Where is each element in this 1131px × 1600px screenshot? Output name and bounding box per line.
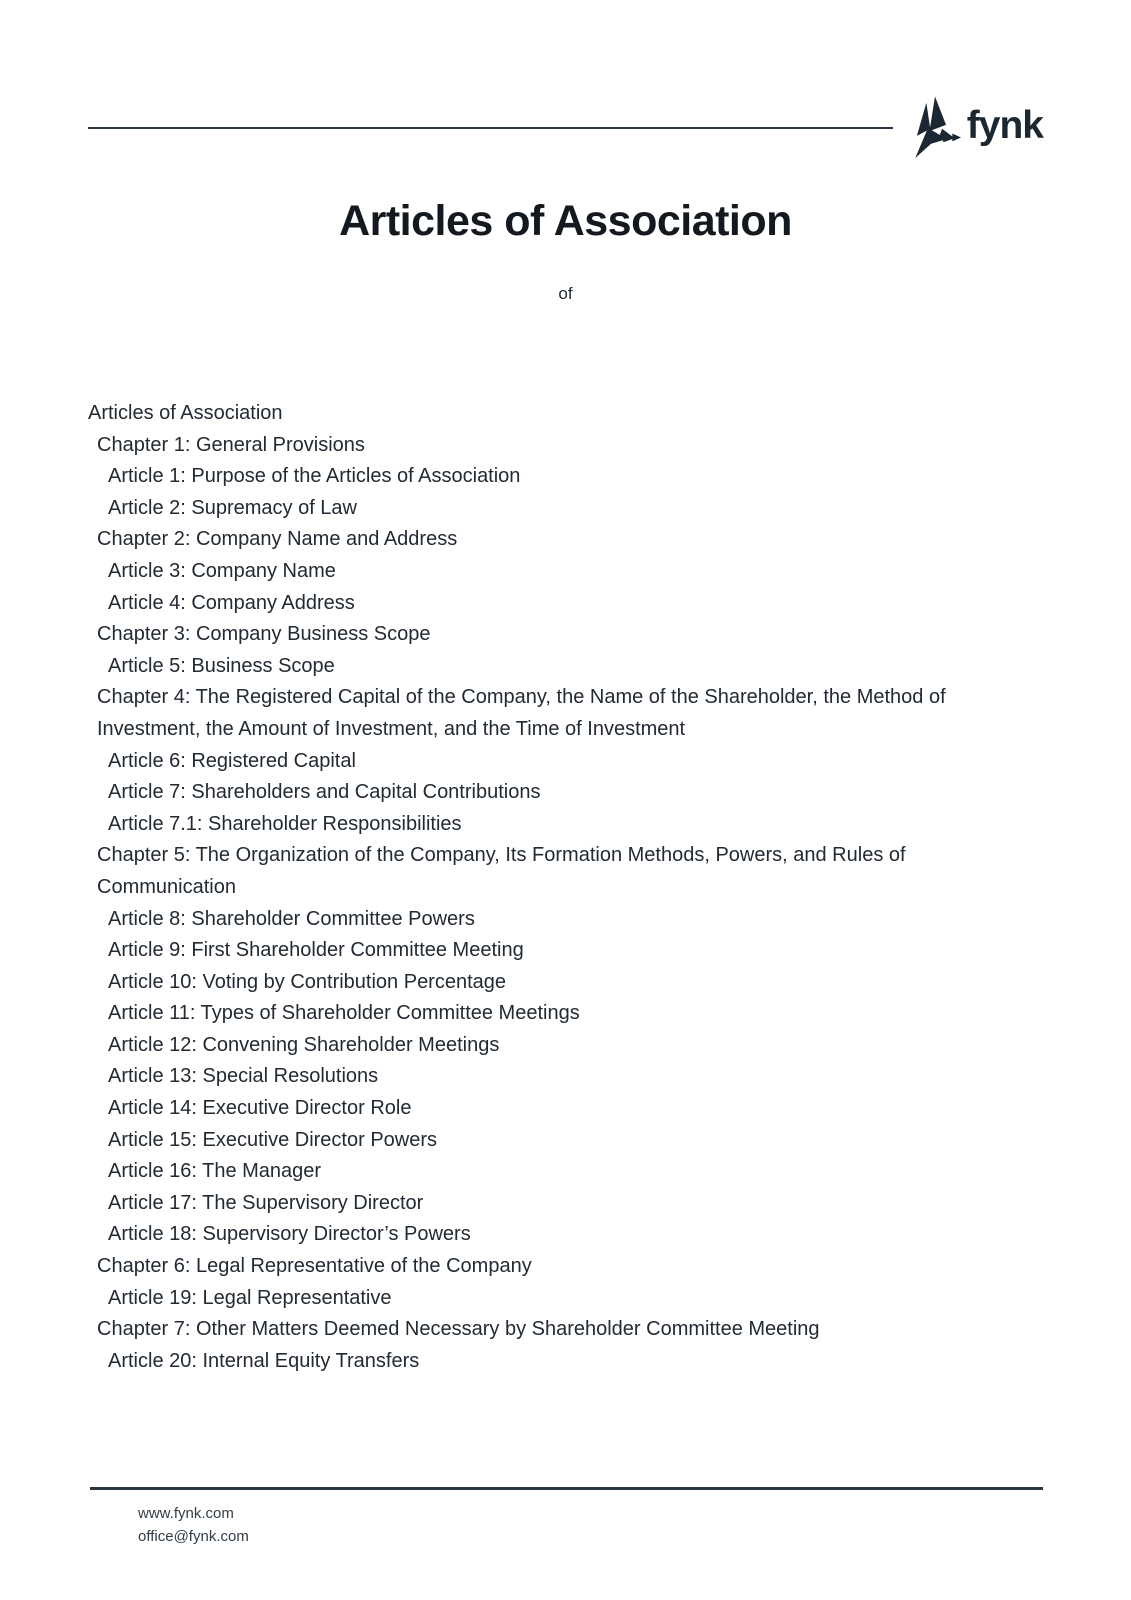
fynk-logo — [909, 96, 1043, 160]
toc-item: Article 19: Legal Representative — [108, 1286, 392, 1309]
toc-item: Article 6: Registered Capital — [108, 749, 356, 772]
page-title: Articles of Association — [339, 197, 792, 245]
toc-item: Chapter 3: Company Business Scope — [97, 623, 431, 646]
toc-item: Article 17: The Supervisory Director — [108, 1191, 424, 1214]
toc-item: Chapter 1: General Provisions — [97, 433, 365, 456]
toc-item: Article 4: Company Address — [108, 591, 355, 614]
page-subtitle: of — [558, 284, 573, 303]
toc-item: Article 13: Special Resolutions — [108, 1065, 379, 1088]
toc-item: Article 14: Executive Director Role — [108, 1097, 412, 1120]
toc-item: Article 5: Business Scope — [108, 654, 335, 677]
header-divider — [88, 127, 893, 129]
footer-email: office@fynk.com — [138, 1528, 249, 1545]
toc-item: Article 7: Shareholders and Capital Contributions — [108, 781, 541, 804]
toc-item: Article 18: Supervisory Director’s Powers — [108, 1223, 471, 1246]
toc-item: Article 11: Types of Shareholder Committee Meetings — [108, 1002, 580, 1025]
toc-item: Article 2: Supremacy of Law — [108, 496, 357, 519]
toc-item: Article 9: First Shareholder Committee Meeting — [108, 939, 524, 962]
page-header — [88, 93, 1043, 163]
toc-item: Article 8: Shareholder Committee Powers — [108, 907, 475, 930]
toc-item: Chapter 5: The Organization of the Company, Its Formation Methods, Powers, and Rules of Communication — [97, 844, 906, 898]
toc-item: Article 3: Company Name — [108, 559, 336, 582]
toc-item: Article 20: Internal Equity Transfers — [108, 1349, 420, 1372]
toc-item: Chapter 6: Legal Representative of the Company — [97, 1255, 532, 1278]
footer-website: www.fynk.com — [138, 1505, 234, 1522]
toc-item: Article 10: Voting by Contribution Percentage — [108, 970, 507, 993]
toc-item: Article 16: The Manager — [108, 1160, 322, 1183]
toc-item: Chapter 7: Other Matters Deemed Necessary by Shareholder Committee Meeting — [97, 1318, 820, 1341]
toc-item: Articles of Association — [88, 402, 283, 424]
toc-item: Chapter 2: Company Name and Address — [97, 528, 458, 551]
toc-item: Chapter 4: The Registered Capital of the Company, the Name of the Shareholder, the Method of Investment, the Amount of Investment, and the Time of Investment — [97, 686, 946, 740]
toc-item: Article 15: Executive Director Powers — [108, 1128, 438, 1151]
toc-list — [88, 398, 1029, 1377]
origami-crane-icon — [909, 96, 961, 160]
page-footer — [90, 1487, 1043, 1548]
toc-item: Article 7.1: Shareholder Responsibilities — [108, 812, 462, 835]
toc-item: Article 1: Purpose of the Articles of Association — [108, 465, 521, 488]
logo-wordmark: fynk — [966, 103, 1043, 147]
toc-item: Article 12: Convening Shareholder Meetings — [108, 1033, 500, 1056]
